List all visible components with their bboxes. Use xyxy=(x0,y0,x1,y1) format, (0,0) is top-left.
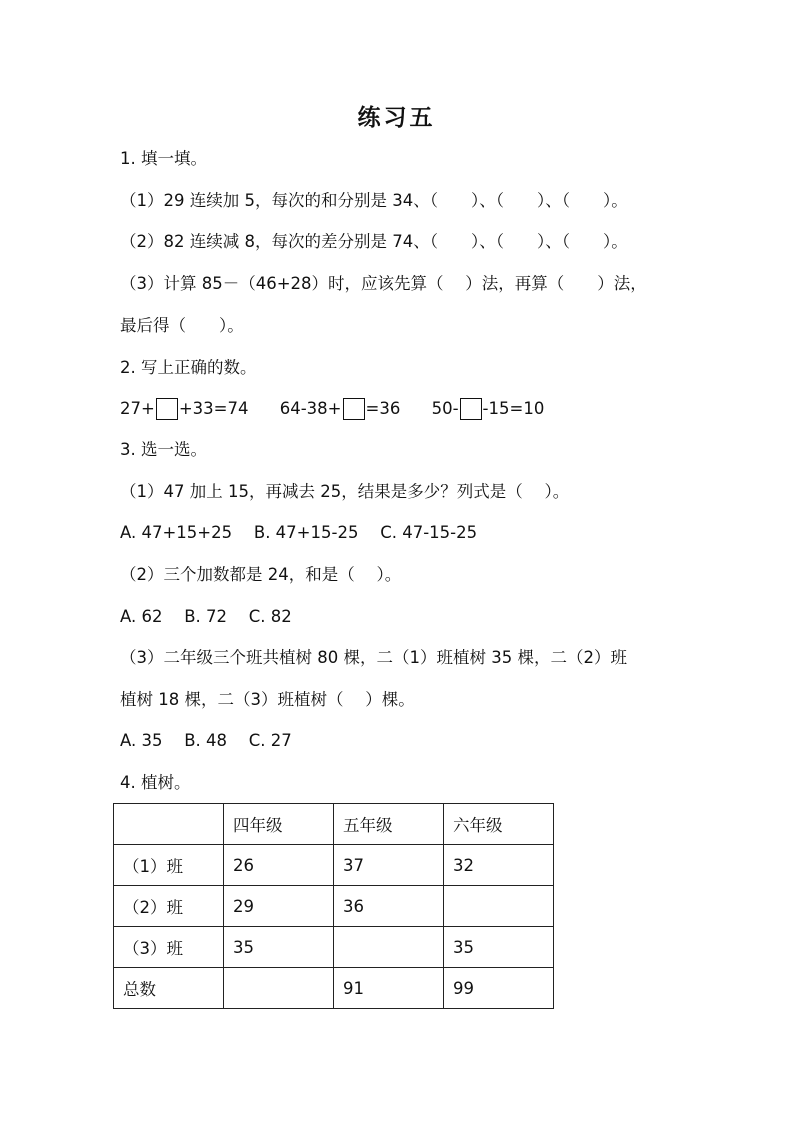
table-row xyxy=(114,845,554,886)
table-row xyxy=(114,927,554,968)
q2-equation-2: 64-38+ =36 xyxy=(279,399,401,418)
answer-box[interactable] xyxy=(460,398,482,420)
table-cell: 35 xyxy=(224,927,334,968)
table-row xyxy=(114,886,554,927)
table-cell: 26 xyxy=(224,845,334,886)
table-cell: 91 xyxy=(334,968,444,1009)
q1-item2: （2）82 连续减 8，每次的差分别是 74、（ ）、（ ）、（ ）。 xyxy=(120,232,628,251)
q4-heading: 4. 植树。 xyxy=(120,773,191,792)
table-header-cell: 六年级 xyxy=(444,804,554,845)
table-cell xyxy=(444,886,554,927)
table-row-label: 总数 xyxy=(114,968,224,1009)
page-title: 练习五 xyxy=(357,105,436,131)
table-cell: 32 xyxy=(444,845,554,886)
q3-item3-line1: （3）二年级三个班共植树 80 棵，二（1）班植树 35 棵，二（2）班 xyxy=(120,648,627,667)
q3-item3-line2: 植树 18 棵，二（3）班植树（ ）棵。 xyxy=(120,690,415,709)
q3-item1-options: A. 47+15+25 B. 47+15-25 C. 47-15-25 xyxy=(120,523,478,542)
table-row-label: （3）班 xyxy=(114,927,224,968)
table-row-label: （2）班 xyxy=(114,886,224,927)
table-row xyxy=(114,804,554,845)
table-cell: 37 xyxy=(334,845,444,886)
table-cell xyxy=(114,804,224,845)
q2-equation-1: 27+ +33=74 xyxy=(120,399,249,418)
table-cell xyxy=(334,927,444,968)
q3-item2-options: A. 62 B. 72 C. 82 xyxy=(120,607,292,626)
table-cell: 35 xyxy=(444,927,554,968)
answer-box[interactable] xyxy=(156,398,178,420)
answer-box[interactable] xyxy=(343,398,365,420)
q1-item3-line2: 最后得（ ）。 xyxy=(120,316,244,335)
q3-item1: （1）47 加上 15，再减去 25，结果是多少？列式是（ ）。 xyxy=(120,482,570,501)
table-cell: 99 xyxy=(444,968,554,1009)
q2-heading: 2. 写上正确的数。 xyxy=(120,358,257,377)
q3-item2: （2）三个加数都是 24，和是（ ）。 xyxy=(120,565,402,584)
tree-planting-table xyxy=(113,803,554,1009)
q2-equation-3: 50- -15=10 xyxy=(431,399,545,418)
table-row-label: （1）班 xyxy=(114,845,224,886)
table-cell xyxy=(224,968,334,1009)
table-row xyxy=(114,968,554,1009)
q1-item3-line1: （3）计算 85－（46+28）时，应该先算（ ）法，再算（ ）法， xyxy=(120,274,647,293)
table-cell: 36 xyxy=(334,886,444,927)
q3-item3-options: A. 35 B. 48 C. 27 xyxy=(120,731,292,750)
q3-heading: 3. 选一选。 xyxy=(120,440,207,459)
table-header-cell: 五年级 xyxy=(334,804,444,845)
q1-heading: 1. 填一填。 xyxy=(120,149,207,168)
q1-item1: （1）29 连续加 5，每次的和分别是 34、（ ）、（ ）、（ ）。 xyxy=(120,191,628,210)
q2-equations xyxy=(120,398,570,420)
table-cell: 29 xyxy=(224,886,334,927)
table-header-cell: 四年级 xyxy=(224,804,334,845)
